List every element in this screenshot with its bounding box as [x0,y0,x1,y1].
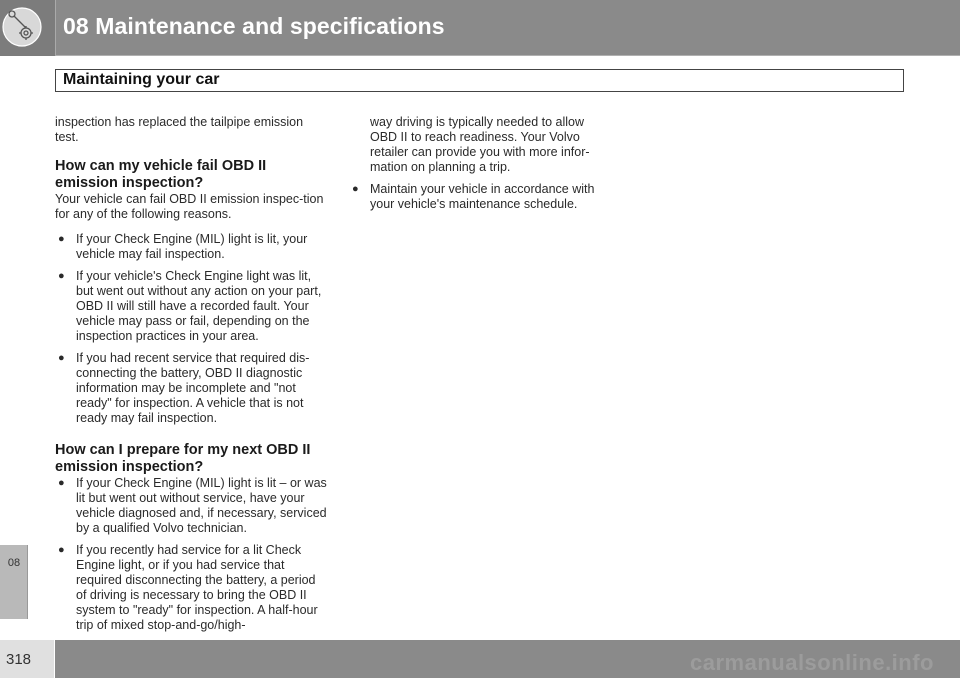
continued-list [349,115,611,212]
list-item [55,232,327,262]
chapter-side-tab [0,545,28,619]
page-number-box [0,640,54,678]
list-item-continuation [349,115,611,175]
page-footer [0,640,960,678]
continuation-text: way driving is typically needed to allow OBD II to reach readiness. Your Volvo retailer can provide you with more infor-mation on planning a trip. [370,115,590,174]
wrench-gear-icon [0,0,56,56]
chapter-header [56,0,960,56]
list-item [55,351,327,426]
list-item [55,269,327,344]
list-item [349,182,611,212]
section-title: Maintaining your car [63,71,220,88]
fail-intro-paragraph: Your vehicle can fail OBD II emission inspec-tion for any of the following reasons. [55,192,324,221]
chapter-icon-box [0,0,56,56]
bullet-icon: ● [58,352,65,364]
bullet-icon: ● [58,477,65,489]
list-item-text: If your Check Engine (MIL) light is lit, your vehicle may fail inspection. [76,232,308,261]
bullet-icon: ● [58,544,65,556]
list-item [55,476,327,536]
list-item-text: If your Check Engine (MIL) light is lit – or was lit but went out without service, have your vehicle diagnosed and, if necessary, serviced by a qualified Volvo technician. [76,476,327,535]
list-item-text: Maintain your vehicle in accordance with your vehicle's maintenance schedule. [370,182,595,211]
side-tab-label: 08 [7,557,21,569]
bullet-icon: ● [352,183,359,195]
section-header [55,69,904,92]
list-item-text: If you recently had service for a lit Check Engine light, or if you had service that required disconnecting the battery, a period of driving is necessary to bring the OBD II system to "ready" for inspection. A half-hour trip of mixed stop-and-go/high- [76,543,318,632]
page-number: 318 [6,651,32,668]
left-column [55,115,327,640]
prepare-steps-list [55,476,327,633]
list-item-text: If your vehicle's Check Engine light was lit, but went out without any action on your part, OBD II will still have a recorded fault. Your vehicle may pass or fail, depending on the inspection practices in your area. [76,269,322,343]
list-item [55,543,327,633]
bullet-icon: ● [58,233,65,245]
heading-fail: How can my vehicle fail OBD II emission inspection? [55,158,267,191]
fail-reasons-list [55,232,327,426]
list-item-text: If you had recent service that required dis-connecting the battery, OBD II diagnostic information may be incomplete and "not ready" for inspection. A vehicle that is not ready may fail inspection. [76,351,310,425]
intro-paragraph: inspection has replaced the tailpipe emission test. [55,115,304,144]
bullet-icon: ● [58,270,65,282]
watermark: carmanualsonline.info [690,650,934,675]
right-column [349,115,611,219]
chapter-title: 08 Maintenance and specifications [63,13,445,39]
footer-bar [55,640,960,678]
heading-prepare: How can I prepare for my next OBD II emission inspection? [55,442,311,475]
